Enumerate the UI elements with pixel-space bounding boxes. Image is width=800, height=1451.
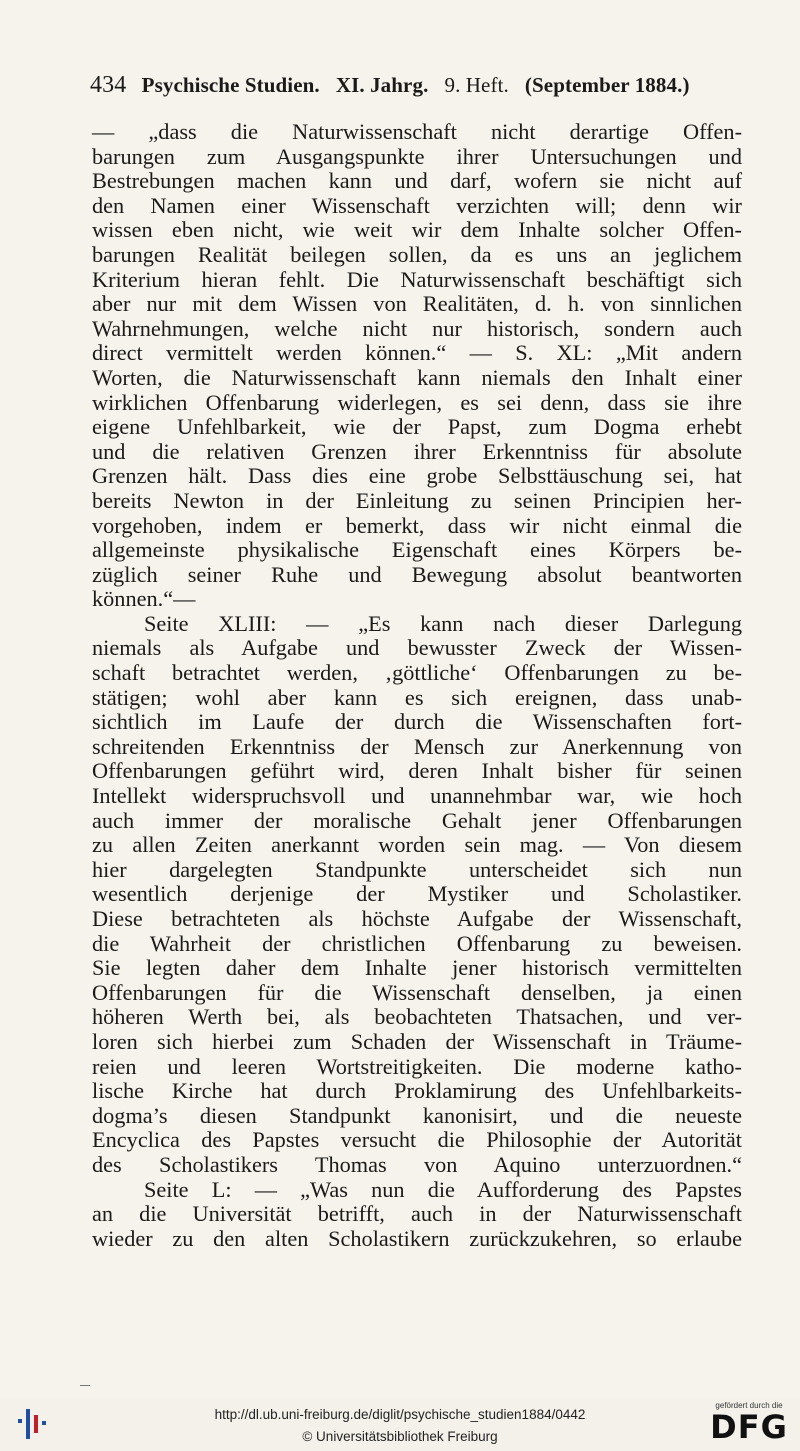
running-title: Psychische Studien.	[141, 73, 320, 97]
text-line: können.“—	[92, 586, 196, 612]
viewer-footer	[0, 1398, 800, 1451]
text-line: barungen zum Ausgangspunkte ihrer Untersuchungen und	[92, 143, 742, 169]
text-line: Diese betrachteten als höchste Aufgabe der Wissenschaft,	[92, 906, 742, 931]
text-line: zu allen Zeiten anerkannt worden sein mag. — Von diesem	[92, 832, 742, 858]
body-text	[92, 120, 742, 1251]
text-line: Encyclica des Papstes versucht die Philosophie der Autorität	[92, 1127, 742, 1153]
text-line: allgemeinste physikalische Eigenschaft eines Körpers be-	[92, 537, 742, 563]
text-line: schaft betrachtet werden, ‚göttliche‘ Offenbarungen zu be-	[92, 660, 742, 686]
volume-label: XI. Jahrg.	[335, 73, 429, 97]
text-line: wirklichen Offenbarung widerlegen, es sei denn, dass sie ihre	[92, 389, 742, 415]
text-line: den Namen einer Wissenschaft verzichten will; denn wir	[92, 192, 742, 218]
text-line: auch immer der moralische Gehalt jener Offenbarungen	[92, 807, 742, 833]
text-line: schreitenden Erkenntniss der Mensch zur Anerkennung von	[92, 733, 742, 759]
text-line: niemals als Aufgabe und bewusster Zweck der Wissen-	[92, 635, 742, 661]
text-line: Offenbarungen geführt wird, deren Inhalt bisher für seinen	[92, 758, 742, 784]
footer-rule	[80, 1385, 90, 1386]
text-line: Kriterium hieran fehlt. Die Naturwissenschaft beschäftigt sich	[92, 266, 742, 292]
text-line: sichtlich im Laufe der durch die Wissenschaften fort-	[92, 709, 742, 735]
text-line: die Wahrheit der christlichen Offenbarung zu beweisen.	[92, 930, 742, 956]
copyright-notice: © Universitätsbibliothek Freiburg	[302, 1429, 498, 1444]
text-line: direct vermittelt werden können.“ — S. XL: „Mit andern	[92, 340, 742, 366]
text-line: züglich seiner Ruhe und Bewegung absolut beantworten	[92, 561, 742, 587]
text-line: höheren Werth bei, als beobachteten Thatsachen, und ver-	[92, 1004, 742, 1030]
page-number: 434	[90, 72, 127, 98]
text-line: Bestrebungen machen kann und darf, wofern sie nicht auf	[92, 168, 742, 194]
dfg-logo	[704, 1401, 794, 1449]
text-line: des Scholastikers Thomas von Aquino unterzuordnen.“	[92, 1151, 742, 1177]
text-line: eigene Unfehlbarkeit, wie der Papst, zum Dogma erhebt	[92, 414, 742, 440]
text-line: lische Kirche hat durch Proklamirung des Unfehlbarkeits-	[92, 1078, 742, 1104]
text-line: loren sich hierbei zum Schaden der Wissenschaft in Träume-	[92, 1028, 742, 1054]
text-line: Seite XLIII: — „Es kann nach dieser Darlegung	[144, 610, 742, 636]
text-line: aber nur mit dem Wissen von Realitäten, d. h. von sinnlichen	[92, 291, 742, 317]
text-line: — „dass die Naturwissenschaft nicht derartige Offen-	[92, 119, 742, 144]
funder-caption: gefördert durch die	[715, 1401, 783, 1410]
permalink-url[interactable]: http://dl.ub.uni-freiburg.de/diglit/psychische_studien1884/0442	[214, 1407, 586, 1422]
text-line: wieder zu den alten Scholastikern zurückzukehren, so erlaube	[92, 1225, 742, 1251]
text-line: wissen eben nicht, wie weit wir dem Inhalte solcher Offen-	[92, 217, 742, 243]
text-line: dogma’s diesen Standpunkt kanonisirt, und die neueste	[92, 1102, 742, 1128]
text-line: Intellekt widerspruchsvoll und unannehmbar war, wie hoch	[92, 783, 742, 809]
text-line: wesentlich derjenige der Mystiker und Scholastiker.	[92, 881, 742, 907]
text-line: Wahrnehmungen, welche nicht nur historisch, sondern auch	[92, 315, 742, 341]
text-line: vorgehoben, indem er bemerkt, dass wir nicht einmal die	[92, 512, 742, 538]
text-line: bereits Newton in der Einleitung zu seinen Principien her-	[92, 487, 742, 513]
date-label: (September 1884.)	[524, 73, 690, 97]
text-line: Worten, die Naturwissenschaft kann niemals den Inhalt einer	[92, 364, 742, 390]
dfg-logo-text: DFG	[710, 1408, 788, 1446]
ub-freiburg-logo-icon	[16, 1403, 48, 1443]
text-line: Offenbarungen für die Wissenschaft denselben, ja einen	[92, 979, 742, 1005]
text-line: reien und leeren Wortstreitigkeiten. Die moderne katho-	[92, 1053, 742, 1079]
text-line: und die relativen Grenzen ihrer Erkenntniss für absolute	[92, 438, 742, 464]
text-line: Sie legten daher dem Inhalte jener historisch vermittelten	[92, 955, 742, 981]
text-line: Seite L: — „Was nun die Aufforderung des Papstes	[144, 1176, 742, 1202]
page-header	[90, 72, 720, 99]
issue-label: 9. Heft.	[444, 73, 509, 97]
text-line: hier dargelegten Standpunkte unterscheidet sich nun	[92, 856, 742, 882]
text-line: stätigen; wohl aber kann es sich ereignen, dass unab-	[92, 684, 742, 710]
text-line: barungen Realität beilegen sollen, da es uns an jeglichem	[92, 241, 742, 267]
text-line: Grenzen hält. Dass dies eine grobe Selbsttäuschung sei, hat	[92, 463, 742, 489]
text-line: an die Universität betrifft, auch in der Naturwissenschaft	[92, 1201, 742, 1227]
